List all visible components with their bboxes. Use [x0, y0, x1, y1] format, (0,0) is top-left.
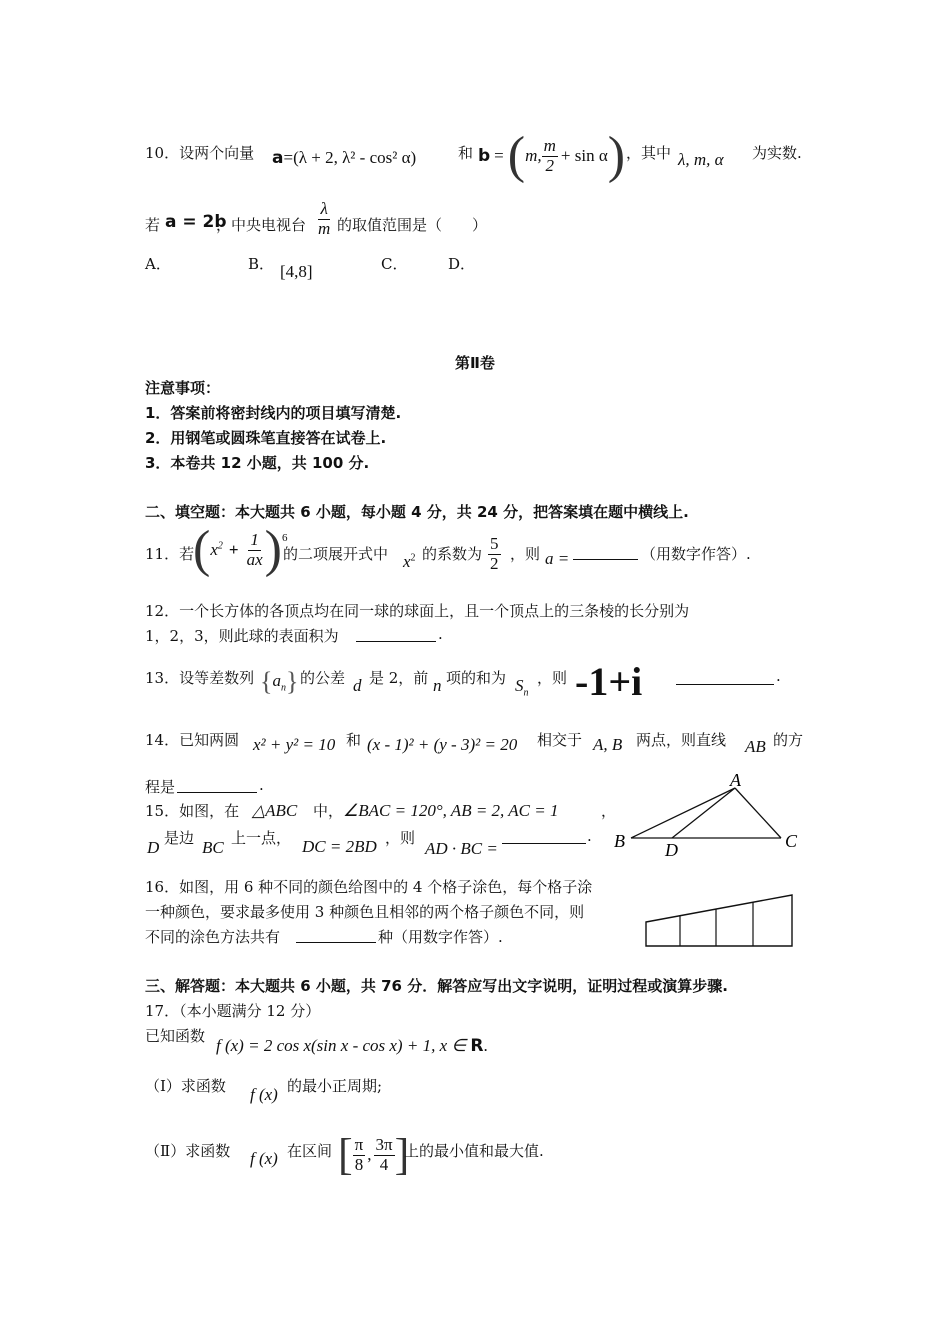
q15-in: 中， — [313, 802, 344, 820]
q15-end: . — [587, 827, 592, 845]
a-n: $a_n$ — [272, 670, 286, 694]
label-A: A — [730, 770, 741, 790]
q15-D: D — [147, 838, 160, 857]
vector-a-symbol: a — [272, 148, 284, 168]
q13-is2: 是 2，前 — [369, 669, 429, 687]
q17-part1-text: （Ⅰ）求函数 — [145, 1077, 226, 1095]
q11-binomial-text: 的二项展开式中 — [283, 545, 389, 563]
left-bracket: [ — [338, 1130, 353, 1179]
right-paren: ) — [264, 521, 282, 578]
section-3-heading: 三、解答题：本大题共 6 小题，共 76 分．解答应写出文字说明，证明过程或演算步骤. — [145, 977, 728, 995]
q11-if: 11．若 — [145, 545, 195, 563]
q14-line-text: 两点，则直线 — [636, 731, 727, 749]
q12-line1: 12．一个长方体的各顶点均在同一球的球面上，且一个顶点上的三条棱的长分别为 — [145, 602, 690, 620]
grid-outline — [646, 895, 792, 946]
vector-a-expression: =(λ + 2, λ² - cos² α) — [283, 148, 417, 167]
q11-coef-text: 的系数为 — [422, 545, 483, 563]
q10-where: ，其中 — [626, 144, 672, 162]
q17-part1-f: f (x) — [250, 1085, 278, 1104]
vector-b-symbol: b — [478, 146, 491, 166]
q15-BC: BC — [202, 838, 224, 857]
triangle-figure — [605, 770, 805, 860]
fraction-numerator: λ — [320, 199, 328, 218]
q10-cctv: ，中央电视台 — [216, 216, 307, 234]
q17-part2-text: （Ⅱ）求函数 — [145, 1142, 231, 1160]
left-paren: ( — [193, 521, 211, 578]
section-2-heading: 二、填空题：本大题共 6 小题，每小题 4 分，共 24 分，把答案填在题中横线上. — [145, 503, 689, 521]
fraction-denominator: m — [318, 218, 331, 238]
q10-if: 若 — [145, 216, 161, 234]
q10-option-a: A． — [145, 255, 171, 273]
q10-option-c: C． — [381, 255, 408, 273]
q14-intersect: 相交于 — [537, 731, 583, 749]
q14-answer-blank[interactable] — [177, 778, 257, 793]
q12-end: . — [438, 625, 443, 643]
q15-triangle: △ABC — [252, 801, 298, 820]
q17-part1-tail: 的最小正周期; — [287, 1077, 383, 1095]
q11-binomial — [193, 521, 288, 578]
q17-part2-tail: 上的最小值和最大值. — [404, 1142, 544, 1160]
q15-then: ，则 — [385, 829, 416, 847]
exponent: 6 — [281, 532, 288, 544]
q13-sequence: { $a_n$ } — [260, 667, 299, 696]
part2-title: 第Ⅱ卷 — [455, 354, 495, 372]
q11-then: ，则 — [510, 545, 541, 563]
q15-answer-blank[interactable] — [502, 829, 586, 844]
q13-diff-text: 的公差 — [300, 669, 346, 687]
right-bracket: ] — [394, 1130, 410, 1179]
q13-end: . — [776, 667, 781, 685]
fraction-denominator: 2 — [545, 155, 555, 175]
x-squared: $x^2$ — [210, 540, 223, 559]
fraction-numerator: m — [543, 135, 556, 155]
q10-and: 和 — [458, 144, 474, 162]
q10-option-b: B． — [248, 255, 275, 273]
notice-1: 1．答案前将密封线内的项目填写清楚. — [145, 404, 402, 422]
q10-vector-b — [478, 127, 626, 184]
one-over-ax — [245, 531, 265, 569]
q17-part2-interval-text: 在区间 — [287, 1142, 333, 1160]
q13-d: d — [353, 676, 362, 695]
fraction-denominator: 2 — [490, 553, 499, 573]
q16-line2: 一种颜色，要求最多使用 3 种颜色且相邻的两个格子颜色不同，则 — [145, 903, 585, 921]
q10-real: 为实数. — [752, 144, 802, 162]
q16-answer-blank[interactable] — [296, 928, 376, 943]
q14-AB: AB — [745, 737, 766, 756]
q16-line3b: 种（用数字作答）. — [378, 928, 503, 946]
q13-sn: $S_n$ — [515, 676, 529, 699]
vector-b-sin: + sin α — [560, 146, 608, 165]
fraction-numerator: π — [354, 1134, 364, 1154]
label-C: C — [785, 831, 798, 851]
q14-circle1: x² + y² = 10 — [253, 735, 336, 754]
notice-2: 2．用钢笔或圆珠笔直接答在试卷上. — [145, 429, 387, 447]
q17-interval: [ $\frac{\pi}{8}$ , $\frac{3\pi}{4}$ ] — [338, 1130, 410, 1179]
q13-intro: 13．设等差数列 — [145, 669, 255, 687]
q10-vector-a — [272, 148, 416, 168]
q17-part2-f: f (x) — [250, 1149, 278, 1168]
q17-given: 已知函数 — [145, 1027, 206, 1045]
q17-title: 17．（本小题满分 12 分） — [145, 1002, 321, 1020]
q16-line1: 16．如图，用 6 种不同的颜色给图中的 4 个格子涂色，每个格子涂 — [145, 878, 593, 896]
q13-n: n — [433, 676, 442, 695]
q15-dot-product: AD · BC = — [425, 839, 498, 858]
right-paren: ) — [607, 127, 626, 184]
q13-then: ，则 — [537, 669, 568, 687]
q10-range-text: 的取值范围是（ ） — [337, 216, 488, 234]
q14-de: 的方 — [773, 731, 804, 749]
q10-vars: λ, m, α — [678, 150, 724, 169]
label-B: B — [614, 831, 625, 851]
fraction-denominator: 8 — [354, 1154, 364, 1174]
q16-line3a: 不同的涂色方法共有 — [145, 928, 281, 946]
q14-intro: 14．已知两圆 — [145, 731, 240, 749]
notice-heading: 注意事项： — [145, 379, 221, 397]
vector-b-m: m, — [525, 146, 542, 165]
q14-points: A, B — [593, 735, 623, 754]
plus-sign: + — [228, 540, 239, 559]
q15-is-on: 是边 — [164, 829, 195, 847]
fraction-numerator: 1 — [250, 529, 259, 549]
q11-answer-blank[interactable] — [573, 545, 638, 560]
q11-a-equals: a = — [545, 549, 570, 568]
q10-intro: 10．设两个向量 — [145, 144, 255, 162]
q17-function: f (x) = 2 cos x(sin x - cos x) + 1, x ∈ R. — [216, 1036, 488, 1056]
q11-five-halves — [488, 535, 501, 573]
q10-lambda-over-m — [316, 200, 332, 238]
q11-x2-term: $x^2$ — [403, 552, 416, 571]
label-D: D — [665, 840, 678, 860]
fraction-numerator: 3π — [375, 1134, 393, 1154]
real-numbers-symbol: R — [470, 1036, 484, 1056]
q10-option-b-value: [4,8] — [280, 262, 313, 281]
fraction-denominator: 4 — [379, 1154, 389, 1174]
q12-line2: 1，2，3，则此球的表面积为 — [145, 627, 339, 645]
q13-big-answer: -1+i — [575, 659, 643, 704]
vector-b-equals: = — [494, 146, 504, 165]
q14-and: 和 — [346, 731, 362, 749]
side-AC — [735, 788, 781, 838]
left-paren: ( — [507, 127, 526, 184]
q14-circle2: (x - 1)² + (y - 3)² = 20 — [367, 735, 518, 754]
side-AB — [631, 788, 735, 838]
q13-answer-blank[interactable] — [676, 670, 774, 685]
fraction-denominator: ax — [246, 549, 263, 569]
q15-dc-relation: DC = 2BD — [302, 837, 377, 856]
q12-answer-blank[interactable] — [356, 627, 436, 642]
q14-line2: 程是 — [145, 778, 176, 796]
q15-intro: 15．如图，在 — [145, 802, 240, 820]
fraction-numerator: 5 — [490, 534, 499, 553]
q15-point-text: 上一点， — [231, 829, 292, 847]
q10-condition: a = 2b — [165, 212, 227, 232]
m-over-2 — [542, 137, 558, 175]
q11-tail: （用数字作答）. — [641, 545, 751, 563]
q15-conditions: ∠BAC = 120°, AB = 2, AC = 1 — [343, 801, 559, 820]
q14-end: . — [259, 776, 264, 794]
notice-3: 3．本卷共 12 小题，共 100 分. — [145, 454, 370, 472]
segment-AD — [672, 788, 735, 838]
grid-figure — [640, 890, 800, 950]
q13-sum-text: 项的和为 — [446, 669, 507, 687]
q15-comma: ， — [601, 802, 617, 820]
q10-option-d: D． — [448, 255, 476, 273]
